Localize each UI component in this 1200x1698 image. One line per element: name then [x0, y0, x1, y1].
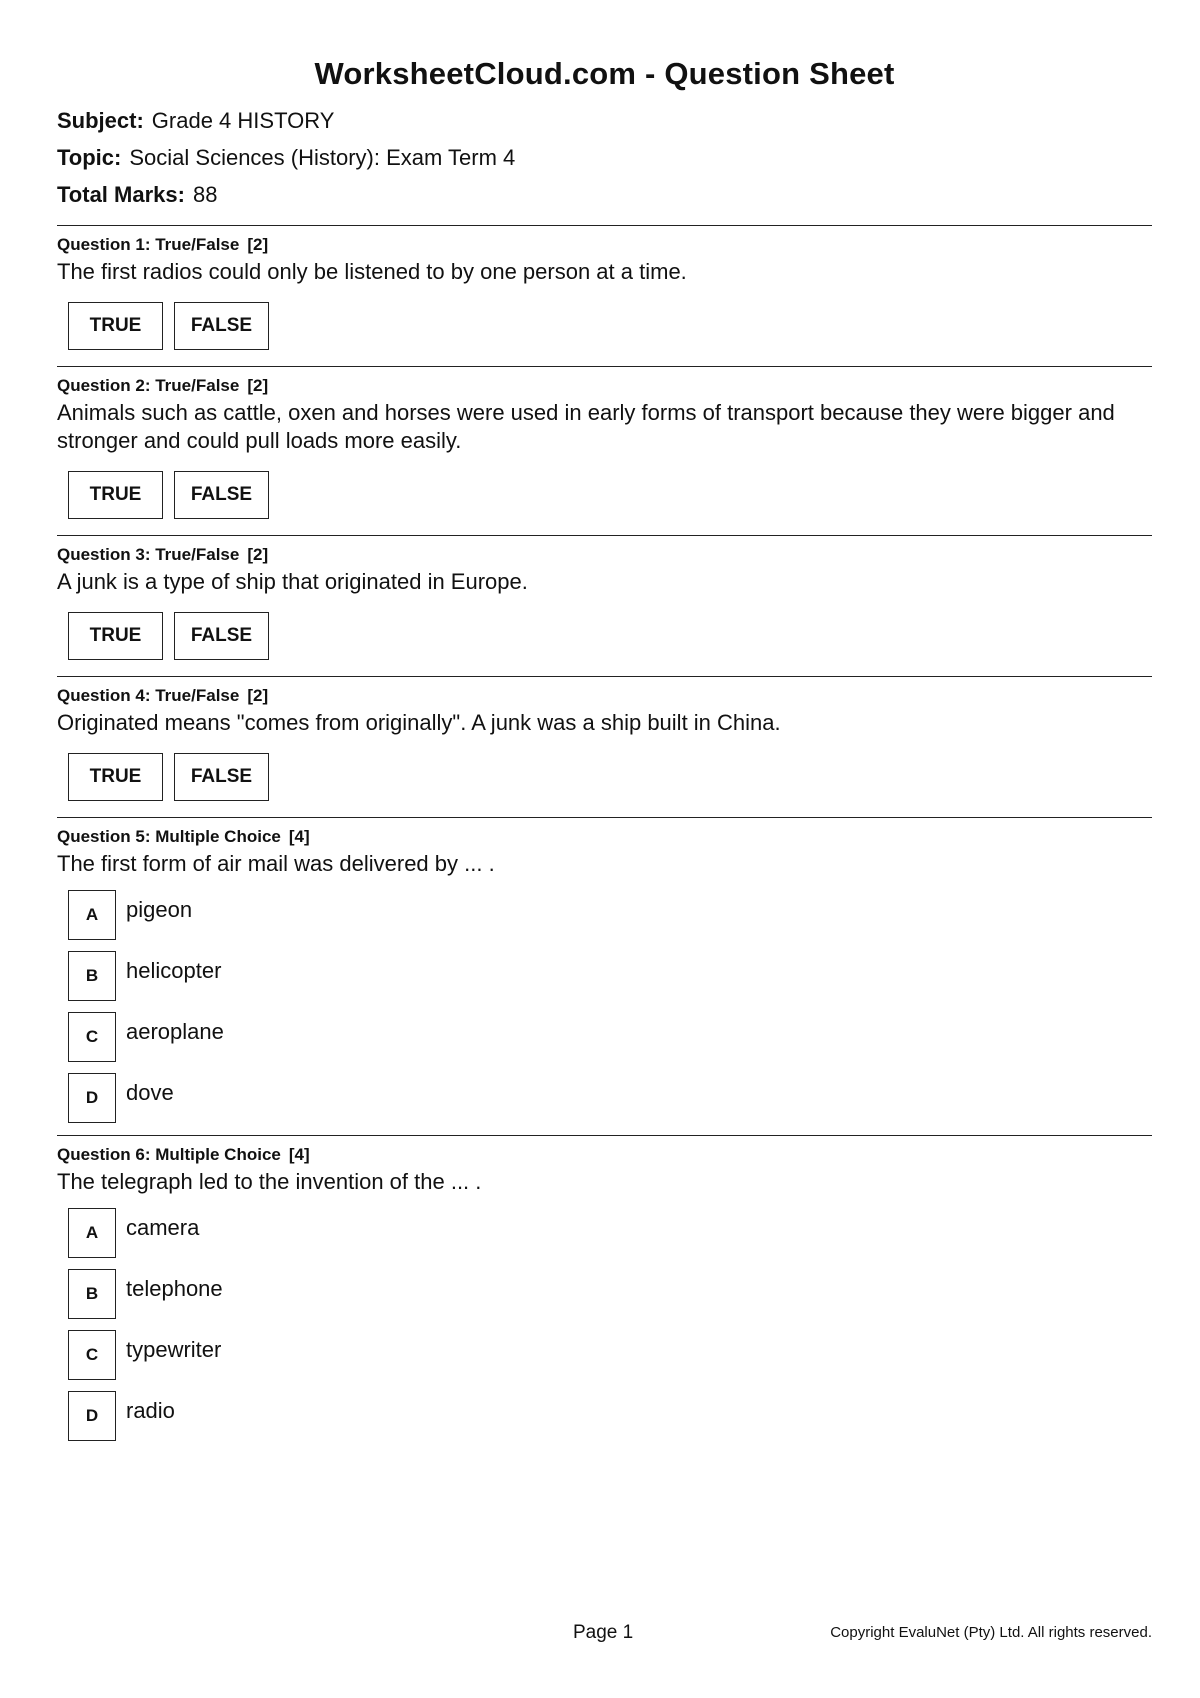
question-3-heading — [57, 544, 1152, 566]
question-1-answers — [68, 302, 1152, 350]
question-5-text: The first form of air mail was delivered by ... . — [57, 851, 495, 876]
question-1-heading — [57, 234, 1152, 256]
total-marks-row — [57, 176, 1152, 213]
question-6-options — [68, 1208, 1152, 1441]
question-3 — [57, 535, 1152, 660]
option-letter-box[interactable]: D — [68, 1073, 116, 1123]
option-b[interactable] — [68, 1269, 1152, 1319]
question-2-text: Animals such as cattle, oxen and horses were used in early forms of transport because they were bigger and stronger and could pull loads more easily. — [57, 400, 1115, 453]
question-sheet — [57, 50, 1152, 1453]
true-option[interactable]: TRUE — [68, 612, 163, 660]
question-4-text: Originated means "comes from originally". A junk was a ship built in China. — [57, 710, 781, 735]
question-2 — [57, 366, 1152, 519]
option-letter-box[interactable]: D — [68, 1391, 116, 1441]
option-text: camera — [126, 1215, 200, 1240]
question-6-text: The telegraph led to the invention of the ... . — [57, 1169, 482, 1194]
question-6-marks: [4] — [288, 1145, 310, 1164]
total-marks-value: 88 — [192, 182, 218, 207]
question-6 — [57, 1135, 1152, 1441]
false-option[interactable]: FALSE — [174, 612, 269, 660]
option-letter-box[interactable]: C — [68, 1012, 116, 1062]
total-marks-label: Total Marks: — [57, 182, 185, 207]
topic-label: Topic: — [57, 145, 122, 170]
question-4-title: Question 4: True/False — [57, 686, 240, 705]
topic-value: Social Sciences (History): Exam Term 4 — [129, 145, 516, 170]
option-d[interactable] — [68, 1391, 1152, 1441]
question-5-title: Question 5: Multiple Choice — [57, 827, 281, 846]
option-text: typewriter — [126, 1337, 222, 1362]
true-option[interactable]: TRUE — [68, 753, 163, 801]
option-text: helicopter — [126, 958, 222, 983]
subject-label: Subject: — [57, 108, 144, 133]
question-3-text: A junk is a type of ship that originated in Europe. — [57, 569, 528, 594]
option-text: telephone — [126, 1276, 223, 1301]
question-5-marks: [4] — [288, 827, 310, 846]
option-c[interactable] — [68, 1012, 1152, 1062]
question-2-title: Question 2: True/False — [57, 376, 240, 395]
question-5-options — [68, 890, 1152, 1123]
option-letter-box[interactable]: B — [68, 951, 116, 1001]
option-text: dove — [126, 1080, 174, 1105]
question-3-marks: [2] — [247, 545, 269, 564]
question-6-heading — [57, 1144, 1152, 1166]
question-3-title: Question 3: True/False — [57, 545, 240, 564]
option-text: pigeon — [126, 897, 193, 922]
question-3-answers — [68, 612, 1152, 660]
question-1-marks: [2] — [247, 235, 269, 254]
option-a[interactable] — [68, 890, 1152, 940]
page-number: Page 1 — [573, 1622, 634, 1643]
question-4-marks: [2] — [247, 686, 269, 705]
question-6-title: Question 6: Multiple Choice — [57, 1145, 281, 1164]
subject-value: Grade 4 HISTORY — [151, 108, 335, 133]
question-1-title: Question 1: True/False — [57, 235, 240, 254]
option-letter-box[interactable]: C — [68, 1330, 116, 1380]
question-4-answers — [68, 753, 1152, 801]
option-c[interactable] — [68, 1330, 1152, 1380]
question-5 — [57, 817, 1152, 1123]
page-title: WorksheetCloud.com - Question Sheet — [314, 56, 895, 91]
option-a[interactable] — [68, 1208, 1152, 1258]
copyright-notice: Copyright EvaluNet (Pty) Ltd. All rights reserved. — [830, 1624, 1152, 1641]
option-d[interactable] — [68, 1073, 1152, 1123]
option-letter-box[interactable]: A — [68, 890, 116, 940]
option-b[interactable] — [68, 951, 1152, 1001]
question-1-text: The first radios could only be listened to by one person at a time. — [57, 259, 687, 284]
topic-row — [57, 139, 1152, 176]
question-2-answers — [68, 471, 1152, 519]
false-option[interactable]: FALSE — [174, 302, 269, 350]
question-1 — [57, 225, 1152, 350]
option-text: radio — [126, 1398, 175, 1423]
option-letter-box[interactable]: B — [68, 1269, 116, 1319]
question-2-heading — [57, 375, 1152, 397]
question-5-heading — [57, 826, 1152, 848]
true-option[interactable]: TRUE — [68, 471, 163, 519]
false-option[interactable]: FALSE — [174, 471, 269, 519]
question-4-heading — [57, 685, 1152, 707]
option-text: aeroplane — [126, 1019, 224, 1044]
subject-row — [57, 102, 1152, 139]
option-letter-box[interactable]: A — [68, 1208, 116, 1258]
question-2-marks: [2] — [247, 376, 269, 395]
false-option[interactable]: FALSE — [174, 753, 269, 801]
true-option[interactable]: TRUE — [68, 302, 163, 350]
question-4 — [57, 676, 1152, 801]
